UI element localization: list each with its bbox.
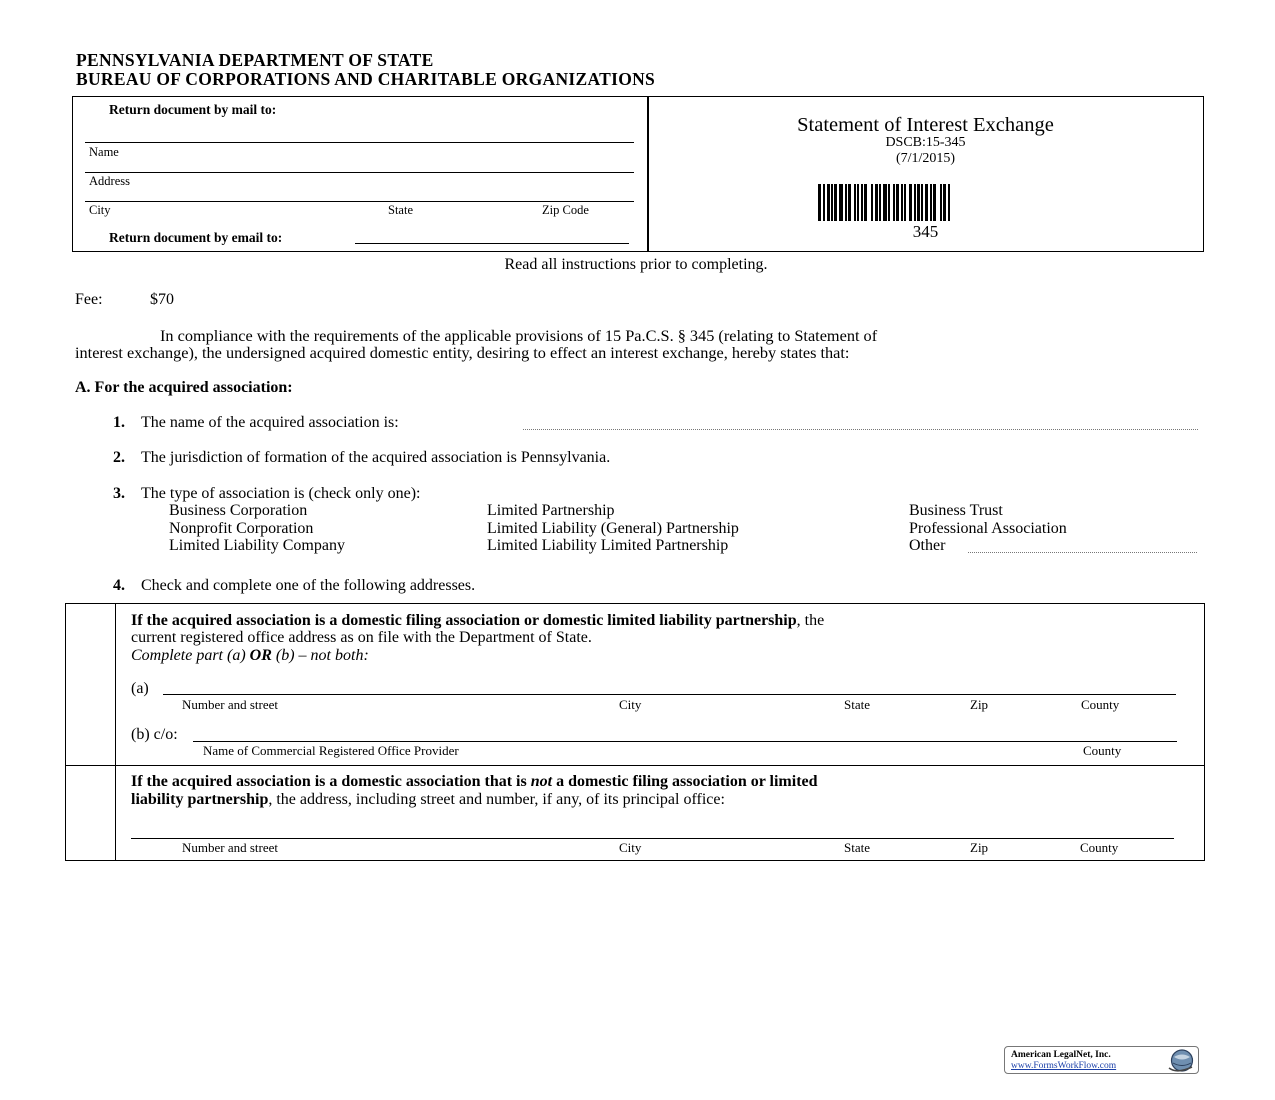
- col-state: State: [844, 697, 870, 712]
- col-county: County: [1081, 697, 1120, 712]
- barcode: [818, 184, 1034, 221]
- item-4-number: 4.: [113, 577, 125, 594]
- row-divider: [65, 765, 1205, 766]
- option-1-instructions: [131, 648, 369, 664]
- american-legalnet-logo[interactable]: [1004, 1046, 1199, 1074]
- type-option[interactable]: Limited Partnership: [487, 502, 615, 519]
- logo-company: American LegalNet, Inc.: [1011, 1050, 1111, 1060]
- option-1-line-1: [131, 613, 824, 629]
- state-label: State: [388, 203, 413, 217]
- type-option[interactable]: Limited Liability Limited Partnership: [487, 537, 729, 554]
- return-address-box: [72, 96, 649, 252]
- col-city: City: [619, 840, 642, 855]
- part-a-address-line[interactable]: [163, 694, 1176, 695]
- principal-office-address-line[interactable]: [131, 838, 1174, 839]
- provider-county-label: County: [1083, 743, 1122, 758]
- mail-line-1[interactable]: [85, 142, 634, 143]
- email-to-label: Return document by email to:: [109, 230, 283, 245]
- item-3-text: The type of association is (check only one):: [141, 485, 421, 502]
- part-a-label: (a): [131, 680, 149, 697]
- name-label: Name: [89, 145, 119, 159]
- intro-line-2: interest exchange), the undersigned acquired domestic entity, desiring to effect an interest exchange, hereby states that:: [75, 343, 850, 362]
- type-option[interactable]: Limited Liability (General) Partnership: [487, 520, 739, 537]
- item-1-text: The name of the acquired association is:: [141, 414, 399, 431]
- item-2-text: The jurisdiction of formation of the acquired association is Pennsylvania.: [141, 449, 611, 466]
- barcode-bar: [950, 184, 953, 221]
- option-2-not: not: [530, 773, 553, 790]
- col-zip: Zip: [970, 697, 989, 712]
- part-b-label: (b) c/o:: [131, 726, 178, 743]
- association-name-field[interactable]: [523, 429, 1198, 430]
- other-type-field[interactable]: [968, 552, 1197, 553]
- section-a-heading: A. For the acquired association:: [75, 379, 293, 396]
- option-1-line-2: current registered office address as on file with the Department of State.: [131, 629, 592, 646]
- type-option[interactable]: Nonprofit Corporation: [169, 520, 314, 537]
- globe-icon: [1165, 1048, 1197, 1073]
- col-zip: Zip: [970, 840, 989, 855]
- provider-label: Name of Commercial Registered Office Provider: [203, 743, 459, 758]
- option-2-rest: , the address, including street and number, if any, of its principal office:: [268, 791, 725, 808]
- type-option[interactable]: Limited Liability Company: [169, 537, 345, 554]
- mail-to-label: Return document by mail to:: [109, 102, 277, 117]
- intro-line-1: In compliance with the requirements of the applicable provisions of 15 Pa.C.S. § 345 (relating to Statement of: [160, 326, 878, 345]
- type-option[interactable]: Business Corporation: [169, 502, 308, 519]
- agency-title: PENNSYLVANIA DEPARTMENT OF STATE: [76, 50, 434, 70]
- form-code: DSCB:15-345: [885, 135, 966, 150]
- option-2-bold-a: If the acquired association is a domestic association that is: [131, 773, 531, 790]
- col-number-street: Number and street: [182, 697, 279, 712]
- zip-code-label: Zip Code: [542, 203, 589, 217]
- email-line[interactable]: [355, 243, 629, 244]
- logo-url[interactable]: www.FormsWorkFlow.com: [1011, 1061, 1117, 1071]
- instr-part-b: (b) – not both:: [271, 647, 369, 664]
- col-county: County: [1080, 840, 1119, 855]
- checkbox-column-divider: [115, 603, 116, 861]
- name-line[interactable]: [85, 172, 634, 173]
- form-date: (7/1/2015): [895, 151, 956, 166]
- type-option[interactable]: Professional Association: [909, 520, 1067, 537]
- instructions-note: Read all instructions prior to completing.: [504, 256, 768, 273]
- col-number-street: Number and street: [182, 840, 279, 855]
- address-line[interactable]: [85, 201, 634, 202]
- option-2-line-2: [131, 792, 725, 808]
- instr-part-a: Complete part (a): [131, 647, 250, 664]
- option-2-bold-c: liability partnership: [131, 791, 269, 808]
- col-state: State: [844, 840, 870, 855]
- option-1-checkbox[interactable]: [66, 604, 115, 765]
- fee-label: Fee:: [75, 291, 103, 308]
- item-3-number: 3.: [113, 485, 125, 502]
- barcode-number: 345: [912, 222, 939, 241]
- city-label: City: [89, 203, 111, 217]
- type-option[interactable]: Business Trust: [909, 502, 1003, 519]
- instr-or: OR: [249, 647, 272, 664]
- option-1-rest: , the: [796, 612, 825, 629]
- option-1-bold: If the acquired association is a domestic filing association or domestic limited liability partnership: [131, 612, 797, 629]
- item-4-text: Check and complete one of the following addresses.: [141, 577, 476, 594]
- option-2-checkbox[interactable]: [66, 767, 115, 860]
- item-1-number: 1.: [113, 414, 125, 431]
- option-2-bold-b: a domestic filing association or limited: [552, 773, 818, 790]
- bureau-title: BUREAU OF CORPORATIONS AND CHARITABLE ORGANIZATIONS: [76, 69, 656, 89]
- part-b-provider-line[interactable]: [193, 741, 1177, 742]
- form-title: Statement of Interest Exchange: [797, 114, 1054, 136]
- address-label: Address: [89, 174, 130, 188]
- item-2-number: 2.: [113, 449, 125, 466]
- col-city: City: [619, 697, 642, 712]
- fee-amount: $70: [150, 291, 174, 308]
- option-2-line-1: [131, 774, 818, 790]
- type-option-other[interactable]: Other: [909, 537, 946, 554]
